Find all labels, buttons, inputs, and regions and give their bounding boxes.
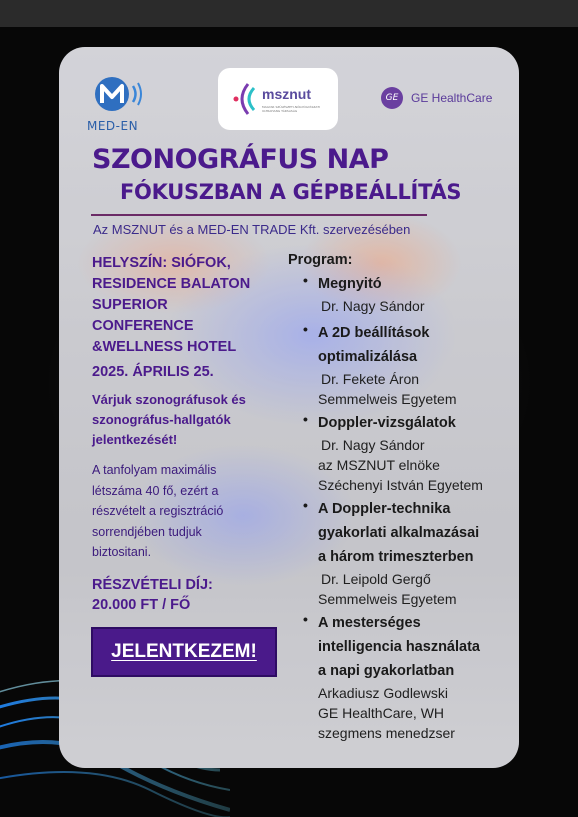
program-list <box>288 252 513 743</box>
program-item-title: A 2D beállítások <box>318 325 430 341</box>
bullet-icon: • <box>303 497 308 513</box>
program-item-title: Doppler-vizsgálatok <box>318 415 456 431</box>
bullet-icon: • <box>303 611 308 627</box>
program-item <box>288 272 513 316</box>
event-flyer-card <box>59 47 519 768</box>
event-subtitle: FÓKUSZBAN A GÉPBEÁLLÍTÁS <box>120 180 462 204</box>
msznut-tagline: MAGYAR SZÜLÉSZETI-NŐGYÓGYÁSZATI ULTRAHANG TÁRSASÁG <box>262 105 320 113</box>
bullet-icon: • <box>303 411 308 427</box>
info-line: biztositani. <box>92 545 152 559</box>
med-en-m-icon <box>93 75 145 113</box>
capacity-info <box>92 460 277 563</box>
msznut-logo <box>218 68 338 130</box>
event-title: SZONOGRÁFUS NAP <box>92 144 389 175</box>
speaker-line: szegmens menedzser <box>318 725 455 741</box>
event-details <box>92 253 277 615</box>
invite-line: jelentkezését! <box>92 432 178 447</box>
bullet-icon: • <box>303 272 308 288</box>
venue-line: HELYSZÍN: SIÓFOK, <box>92 255 231 271</box>
fee-line: RÉSZVÉTELI DÍJ: <box>92 576 213 593</box>
program-item-title: gyakorlati alkalmazásai <box>318 525 480 541</box>
info-line: A tanfolyam maximális <box>92 463 217 477</box>
program-item-title: A Doppler-technika <box>318 501 451 517</box>
speaker-line: Semmelweis Egyetem <box>318 391 457 407</box>
program-item-title: Megnyitó <box>318 276 382 292</box>
invite-line: Várjuk szonográfusok és <box>92 392 246 407</box>
title-divider <box>91 214 427 216</box>
bullet-icon: • <box>303 321 308 337</box>
venue-line: RESIDENCE BALATON <box>92 276 251 292</box>
venue-line: &WELLNESS HOTEL <box>92 339 237 355</box>
speaker-line: az MSZNUT elnöke <box>318 457 440 473</box>
organizer-line: Az MSZNUT és a MED-EN TRADE Kft. szervezésében <box>93 222 411 237</box>
program-item <box>288 497 513 609</box>
fee-line: 20.000 FT / FŐ <box>92 596 191 613</box>
invitation-text <box>92 390 277 450</box>
program-item-title: intelligencia használata <box>318 639 480 655</box>
program-item-title: optimalizálása <box>318 349 418 365</box>
speaker-line: GE HealthCare, WH <box>318 705 445 721</box>
venue-line: CONFERENCE <box>92 318 194 334</box>
program-item-title: a három trimeszterben <box>318 549 474 565</box>
info-line: sorrendjében tudjuk <box>92 524 202 539</box>
speaker-line: Dr. Fekete Áron <box>321 371 420 387</box>
ge-healthcare-logo <box>381 87 492 109</box>
program-title: Program: <box>288 252 353 268</box>
venue-line: SUPERIOR <box>92 297 168 313</box>
program-item <box>288 321 513 409</box>
med-en-logo <box>87 75 147 133</box>
speaker-line: Arkadiusz Godlewski <box>318 685 448 701</box>
invite-line: szonográfus-hallgatók <box>92 412 231 427</box>
speaker-line: Dr. Leipold Gergő <box>321 571 431 587</box>
program-item-title: a napi gyakorlatban <box>318 663 455 679</box>
med-en-text: MED-EN <box>87 119 139 133</box>
register-button[interactable]: JELENTKEZEM! <box>91 627 277 677</box>
speaker-line: Széchenyi István Egyetem <box>318 477 483 493</box>
info-line: létszáma 40 fő, ezért a <box>92 483 219 498</box>
ge-healthcare-text: GE HealthCare <box>411 91 493 105</box>
venue <box>92 253 277 358</box>
ge-monogram-icon: GE <box>381 87 403 109</box>
msznut-name: msznut <box>262 86 311 102</box>
msznut-wave-icon <box>230 80 260 118</box>
program-item <box>288 611 513 743</box>
top-bar <box>0 0 578 27</box>
event-date: 2025. ÁPRILIS 25. <box>92 364 214 380</box>
program-item-title: A mesterséges <box>318 615 421 631</box>
speaker-line: Dr. Nagy Sándor <box>321 437 425 453</box>
speaker-line: Dr. Nagy Sándor <box>321 298 425 314</box>
speaker-line: Semmelweis Egyetem <box>318 591 457 607</box>
info-line: részvételt a regisztráció <box>92 504 224 518</box>
participation-fee <box>92 575 277 615</box>
program-item <box>288 411 513 495</box>
